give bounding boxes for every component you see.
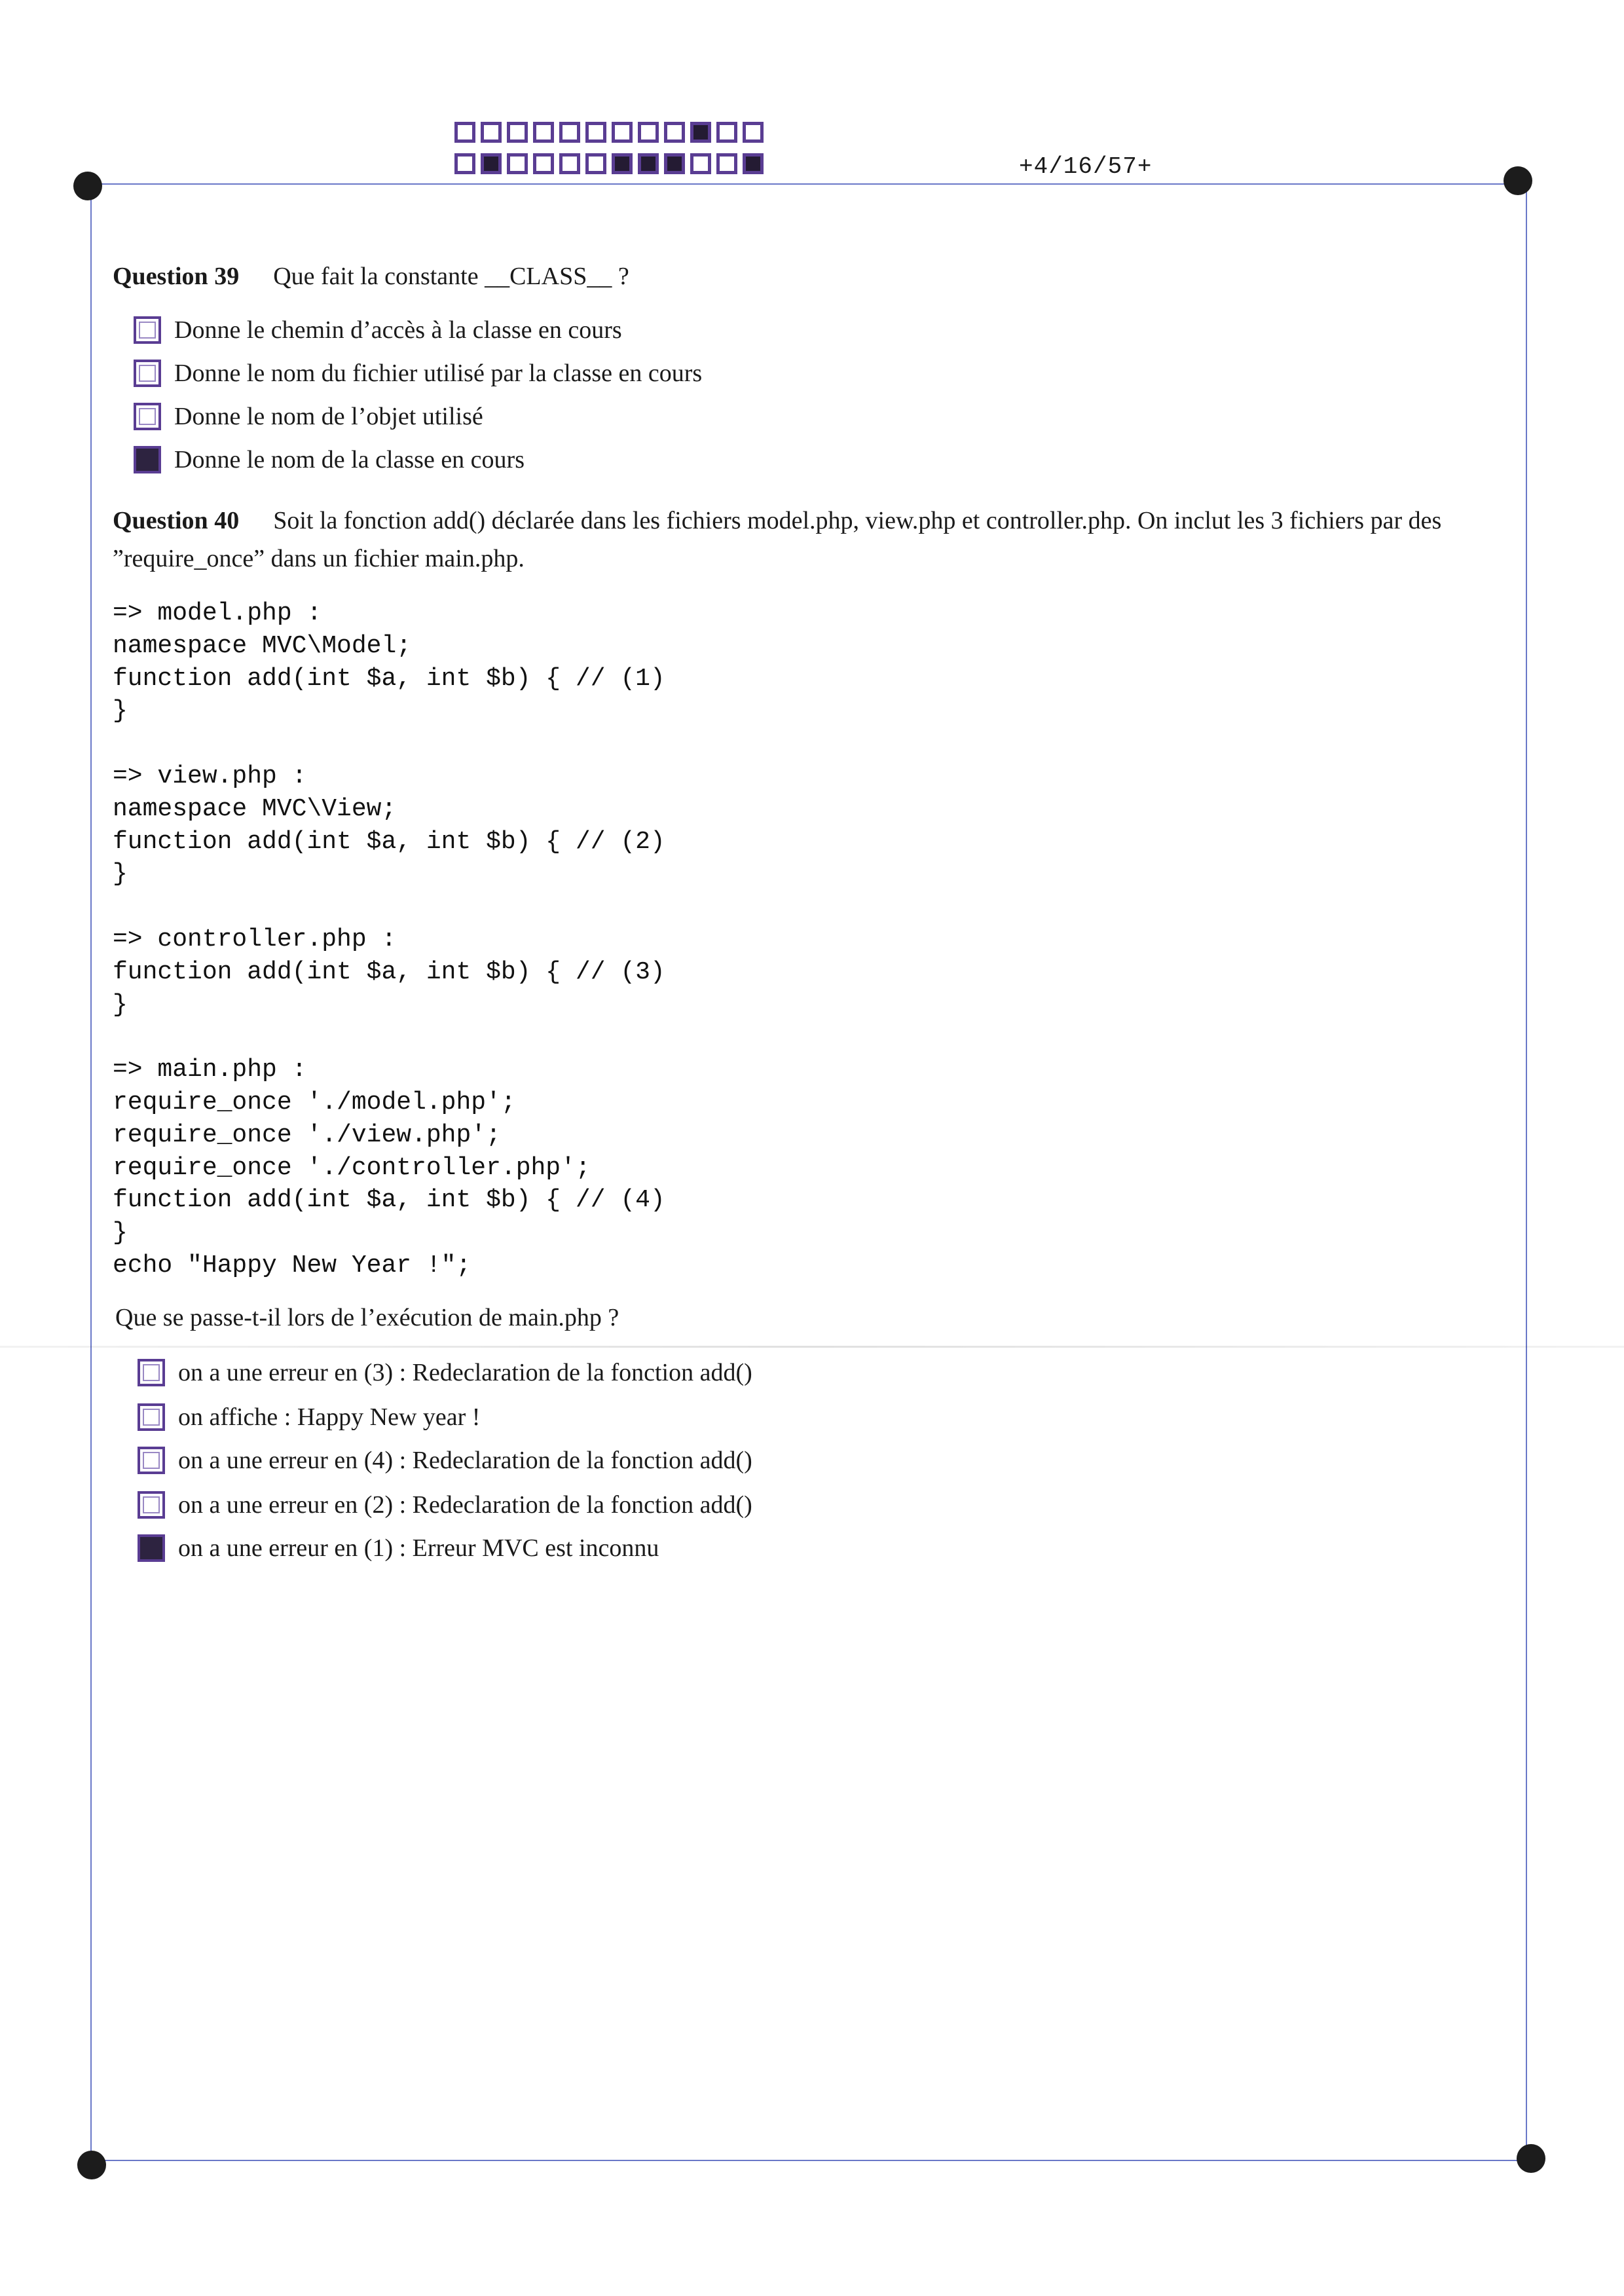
code-square <box>690 122 711 143</box>
corner-marker-bottom-right <box>1517 2144 1545 2173</box>
code-square <box>585 153 606 174</box>
code-square <box>638 122 659 143</box>
q40-option-2-label: on affiche : Happy New year ! <box>178 1403 481 1431</box>
checkbox[interactable] <box>134 360 161 387</box>
question-39-label: Question 39 <box>113 263 240 290</box>
q40-option-4[interactable] <box>138 1491 752 1519</box>
code-square <box>481 122 502 143</box>
code-square <box>559 153 580 174</box>
paper-fold-line <box>0 1346 1624 1348</box>
checkbox[interactable] <box>138 1534 165 1562</box>
code-square <box>481 153 502 174</box>
code-square <box>533 122 554 143</box>
q39-option-2-label: Donne le nom du fichier utilisé par la classe en cours <box>174 360 703 387</box>
question-39-header <box>113 262 629 291</box>
code-square <box>612 122 633 143</box>
corner-marker-bottom-left <box>77 2151 106 2179</box>
code-square <box>507 153 528 174</box>
binary-code-row-1 <box>454 122 769 143</box>
q39-option-4-label: Donne le nom de la classe en cours <box>174 446 525 473</box>
page-code-id: +4/16/57+ <box>1019 153 1153 180</box>
q39-option-4[interactable] <box>134 445 525 474</box>
q40-option-1-label: on a une erreur en (3) : Redeclaration de la fonction add() <box>178 1359 752 1386</box>
code-square <box>454 153 475 174</box>
code-square <box>664 153 685 174</box>
corner-marker-top-left <box>73 172 102 200</box>
checkbox[interactable] <box>138 1491 165 1519</box>
code-square <box>664 122 685 143</box>
question-40-prompt: Que se passe-t-il lors de l’exécution de main.php ? <box>115 1304 619 1331</box>
checkbox[interactable] <box>138 1359 165 1386</box>
code-listing: => model.php : namespace MVC\Model; function add(int $a, int $b) { // (1) } => view.php : namespace MVC\View; function add(int $a, int $b) { // (2) } => controller.php : function add(int $a, int $b) { // (3) } => main.php : require_once './model.php'; require_once './view.php'; require_once './controller.php'; function add(int $a, int $b) { // (4) } echo "Happy New Year !"; <box>113 599 665 1280</box>
q40-option-5[interactable] <box>138 1534 659 1563</box>
q39-option-1-label: Donne le chemin d’accès à la classe en cours <box>174 316 622 344</box>
q40-option-4-label: on a une erreur en (2) : Redeclaration de la fonction add() <box>178 1491 752 1519</box>
code-square <box>454 122 475 143</box>
code-square <box>507 122 528 143</box>
checkbox[interactable] <box>134 446 161 473</box>
q40-option-1[interactable] <box>138 1358 752 1387</box>
q40-option-3-label: on a une erreur en (4) : Redeclaration de la fonction add() <box>178 1447 752 1474</box>
code-square <box>743 153 764 174</box>
code-square <box>690 153 711 174</box>
question-39-text: Que fait la constante __CLASS__ ? <box>273 263 629 290</box>
code-square <box>638 153 659 174</box>
code-square <box>559 122 580 143</box>
question-40-text: Soit la fonction add() déclarée dans les fichiers model.php, view.php et controller.php. On inclut les 3 fichiers par des ”require_once” dans un fichier main.php. <box>113 507 1442 572</box>
q40-option-3[interactable] <box>138 1446 752 1475</box>
code-square <box>716 122 737 143</box>
code-square <box>716 153 737 174</box>
q39-option-3-label: Donne le nom de l’objet utilisé <box>174 403 483 430</box>
q39-option-1[interactable] <box>134 316 622 344</box>
checkbox[interactable] <box>138 1447 165 1474</box>
q39-option-2[interactable] <box>134 359 702 388</box>
checkbox[interactable] <box>138 1403 165 1431</box>
checkbox[interactable] <box>134 316 161 344</box>
question-40-label: Question 40 <box>113 507 240 534</box>
corner-marker-top-right <box>1504 166 1532 195</box>
q39-option-3[interactable] <box>134 402 483 431</box>
code-square <box>743 122 764 143</box>
code-square <box>533 153 554 174</box>
question-40-header <box>113 502 1501 578</box>
q40-option-5-label: on a une erreur en (1) : Erreur MVC est inconnu <box>178 1534 659 1562</box>
code-square <box>585 122 606 143</box>
code-square <box>612 153 633 174</box>
q40-option-2[interactable] <box>138 1403 480 1432</box>
checkbox[interactable] <box>134 403 161 430</box>
binary-code-row-2 <box>454 153 769 174</box>
